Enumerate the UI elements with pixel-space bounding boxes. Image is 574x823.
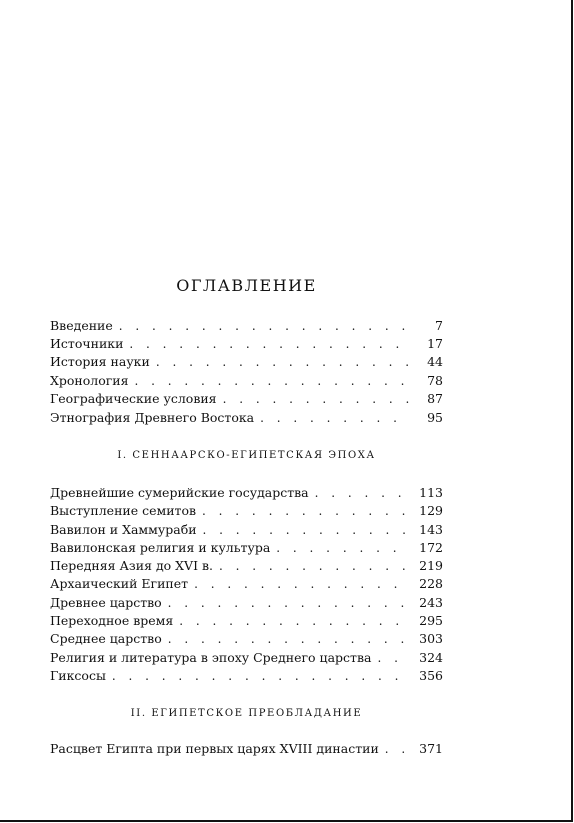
toc-entry [50,649,443,667]
toc-entry [50,630,443,648]
dot-leader [309,484,409,502]
toc-entry [50,521,443,539]
toc-entry [50,667,443,685]
toc-entry-title: Вавилон и Хаммураби [50,522,197,537]
dot-leader [196,502,409,520]
dot-leader [254,409,409,427]
toc-entry-page: 228 [419,576,443,591]
toc-entry-title: Этнография Древнего Востока [50,410,255,425]
toc-entry-page: 95 [427,410,443,425]
section-heading: II. ЕГИПЕТСКОЕ ПРЕОБЛАДАНИЕ [130,708,363,719]
dot-leader [270,539,409,557]
toc-entry [50,317,443,335]
toc-entry-page: 129 [419,503,443,518]
dot-leader [162,594,409,612]
toc-entry-page: 172 [419,540,443,555]
toc-entry-page: 356 [419,668,443,683]
dot-leader [213,557,409,575]
toc-entry-title: Архаический Египет [50,576,189,591]
toc-entry [50,575,443,593]
toc-entry-page: 113 [419,485,443,500]
toc-entry [50,594,443,612]
toc-entry [50,484,443,502]
toc-entry [50,557,443,575]
toc-entry-title: Переходное время [50,613,174,628]
toc-entry-title: Хронология [50,373,129,388]
toc-entry [50,740,443,758]
toc-entry [50,539,443,557]
toc-entry-title: Вавилонская религия и культура [50,540,271,555]
toc-entry-page: 371 [419,741,443,756]
toc-entry-title: Среднее царство [50,631,162,646]
toc-entry [50,372,443,390]
toc-entry-page: 324 [419,650,443,665]
toc-entry-page: 78 [427,373,443,388]
toc-entry-title: Передняя Азия до XVI в. [50,558,213,573]
toc-entry-title: Древнее царство [50,595,162,610]
toc-entry-title: История науки [50,354,150,369]
dot-leader [129,372,409,390]
dot-leader [371,649,409,667]
toc-entry-title: Древнейшие сумерийские государства [50,485,309,500]
dot-leader [173,612,409,630]
toc-entry-page: 143 [419,522,443,537]
dot-leader [379,740,409,758]
toc-entry-title: Географические условия [50,391,217,406]
toc-title: ОГЛАВЛЕНИЕ [176,276,317,295]
toc-entry-title: Источники [50,336,124,351]
toc-entry-title: Введение [50,318,113,333]
toc-entry [50,502,443,520]
dot-leader [217,390,409,408]
toc-entry-title: Гиксосы [50,668,106,683]
toc-entry-page: 295 [419,613,443,628]
toc-entry [50,612,443,630]
dot-leader [150,353,409,371]
toc-entry-title: Религия и литература в эпоху Среднего царства [50,650,372,665]
dot-leader [188,575,409,593]
toc-entry [50,409,443,427]
toc-entry [50,390,443,408]
toc-entry-page: 219 [419,558,443,573]
dot-leader [123,335,409,353]
toc-entry-page: 7 [435,318,443,333]
toc-entry-page: 17 [427,336,443,351]
toc-entry-title: Выступление семитов [50,503,197,518]
section-heading: I. СЕННААРСКО-ЕГИПЕТСКАЯ ЭПОХА [117,450,376,461]
dot-leader [113,317,409,335]
toc-entry-page: 87 [427,391,443,406]
toc-entry-title: Расцвет Египта при первых царях XVIII династии [50,741,379,756]
dot-leader [197,521,409,539]
toc-entry [50,353,443,371]
dot-leader [106,667,409,685]
toc-entry-page: 44 [427,354,443,369]
toc-entry-page: 243 [419,595,443,610]
dot-leader [162,630,409,648]
toc-entry [50,335,443,353]
toc-entry-page: 303 [419,631,443,646]
